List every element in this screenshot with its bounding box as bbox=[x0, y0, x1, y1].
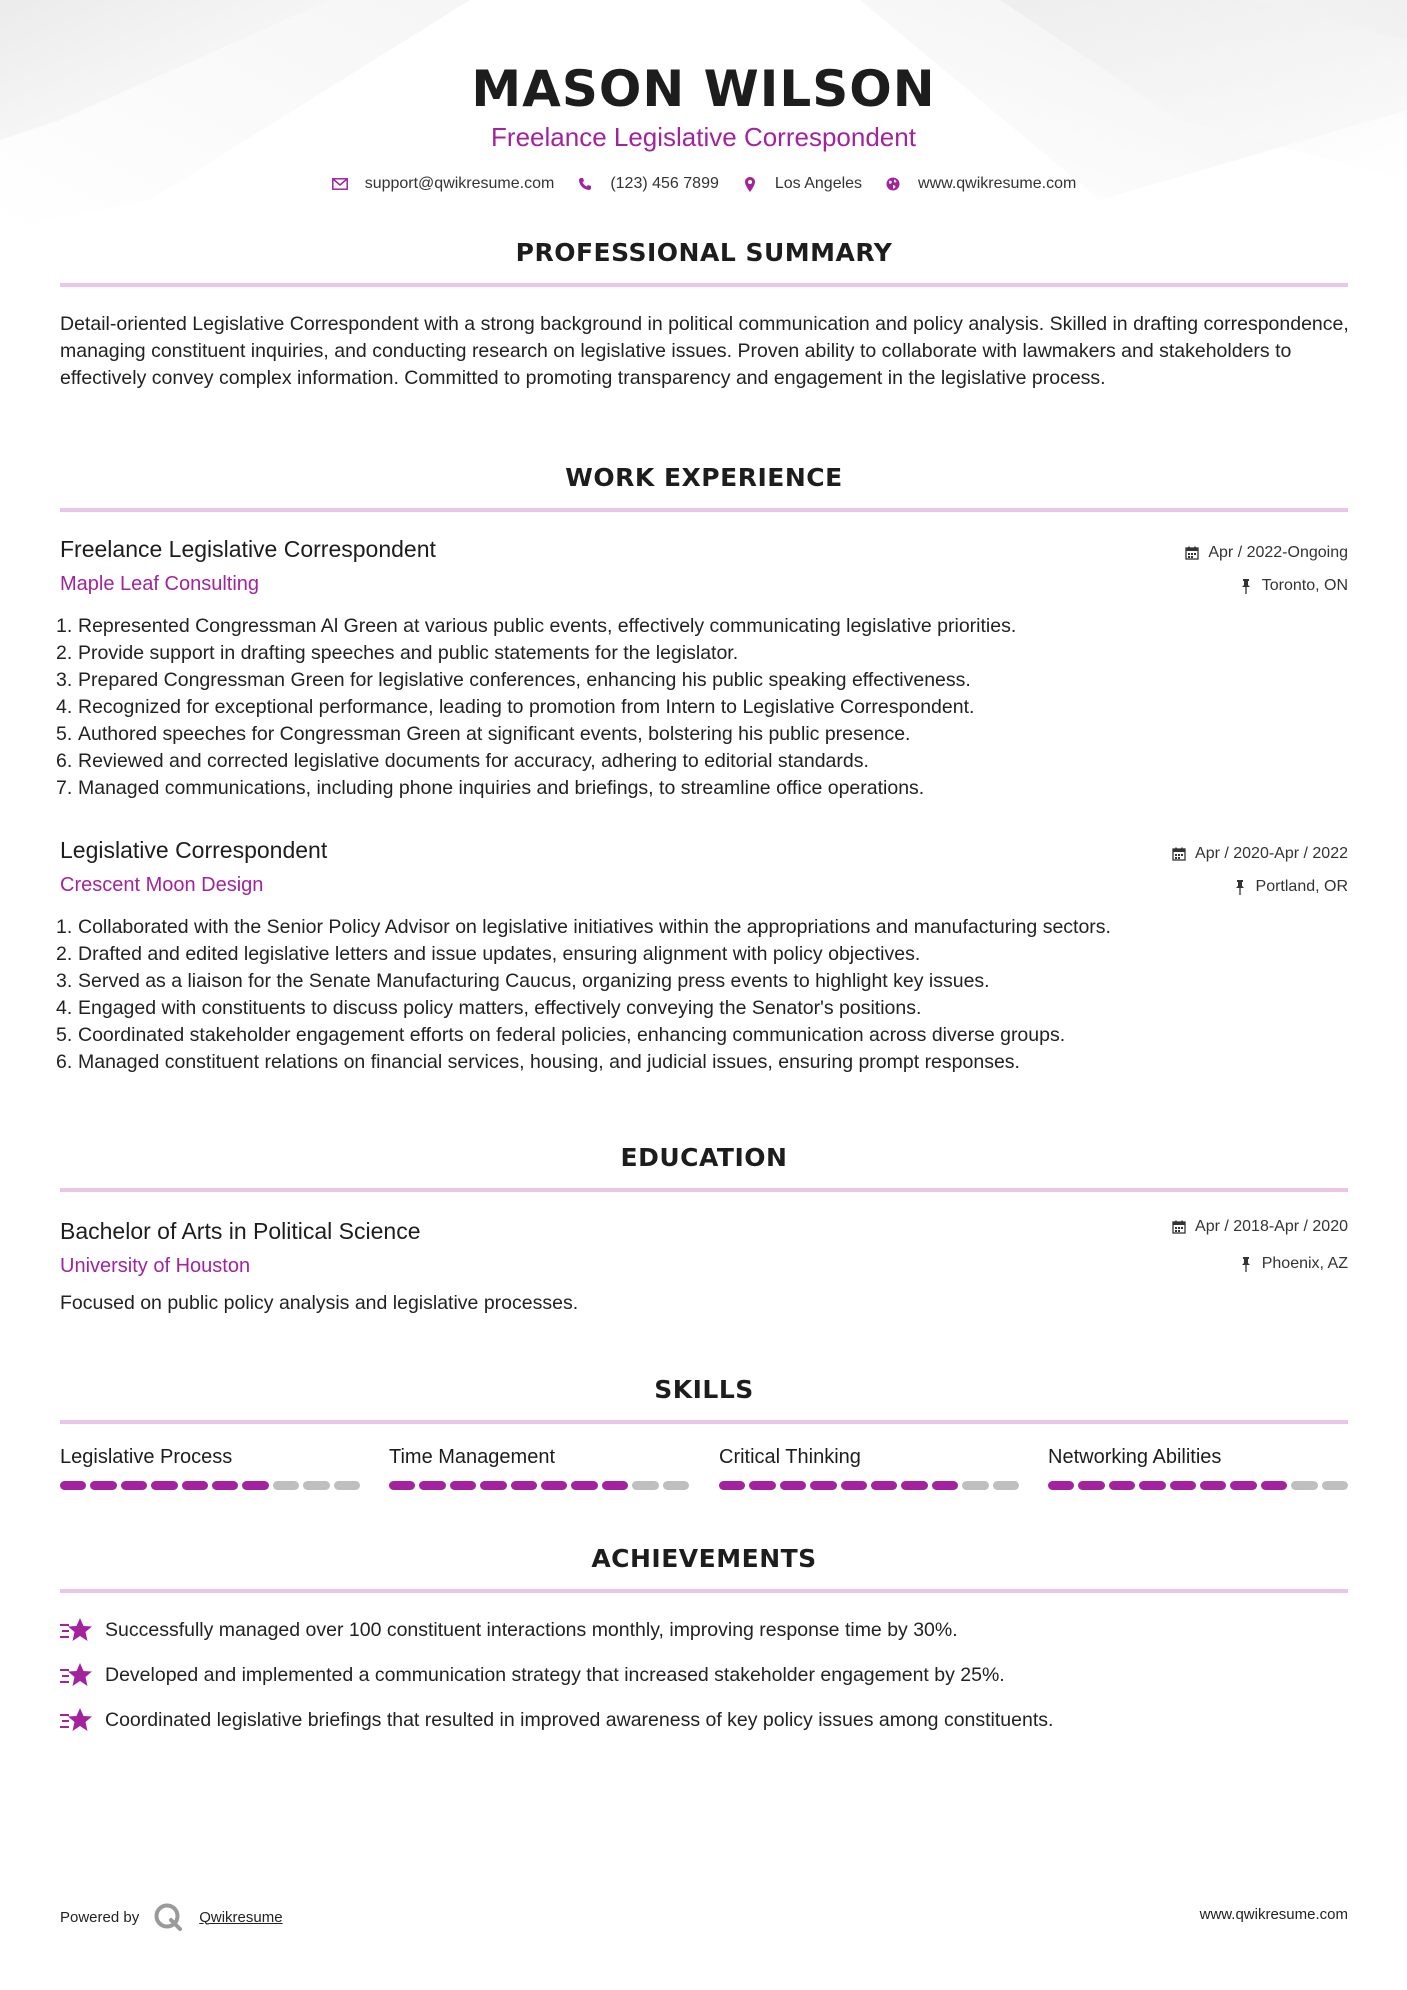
contact-bar bbox=[0, 175, 1407, 193]
skill-level-segment bbox=[303, 1481, 329, 1490]
skill-level-segment bbox=[480, 1481, 506, 1490]
skill-level-segment bbox=[1139, 1481, 1165, 1490]
job-dates-text: Apr / 2020-Apr / 2022 bbox=[1195, 845, 1348, 862]
pushpin-icon bbox=[1232, 879, 1248, 895]
section-title-experience: WORK EXPERIENCE bbox=[565, 463, 843, 492]
degree-title: Bachelor of Arts in Political Science bbox=[60, 1218, 421, 1244]
education-description: Focused on public policy analysis and legislative processes. bbox=[60, 1292, 579, 1314]
section-divider bbox=[60, 508, 1348, 512]
list-item: 5. Coordinated stakeholder engagement efforts on federal policies, enhancing communication across diverse groups. bbox=[56, 1024, 1066, 1046]
skill-name: Legislative Process bbox=[60, 1446, 233, 1468]
skill-level-segment bbox=[1261, 1481, 1287, 1490]
contact-website-text: www.qwikresume.com bbox=[918, 175, 1077, 192]
list-item: 4. Engaged with constituents to discuss policy matters, effectively conveying the Senator's positions. bbox=[56, 997, 922, 1019]
skill-level-segment bbox=[780, 1481, 806, 1490]
job-dates-text: Apr / 2022-Ongoing bbox=[1208, 544, 1348, 561]
section-title-education: EDUCATION bbox=[620, 1143, 788, 1172]
skill-level-segment bbox=[719, 1481, 745, 1490]
pushpin-icon bbox=[1238, 578, 1254, 594]
list-item: 2. Drafted and edited legislative letters and issue updates, ensuring alignment with policy objectives. bbox=[56, 943, 921, 965]
skill-level-segment bbox=[749, 1481, 775, 1490]
star-icon bbox=[60, 1706, 92, 1734]
skill-level-segment bbox=[212, 1481, 238, 1490]
contact-email-text: support@qwikresume.com bbox=[364, 175, 555, 192]
candidate-title: Freelance Legislative Correspondent bbox=[491, 122, 916, 152]
skill-level-segment bbox=[151, 1481, 177, 1490]
candidate-name: MASON WILSON bbox=[471, 60, 936, 118]
job-title: Legislative Correspondent bbox=[60, 837, 328, 863]
calendar-icon bbox=[1171, 846, 1187, 862]
skill-level-segment bbox=[993, 1481, 1019, 1490]
list-item: 6. Managed constituent relations on financial services, housing, and judicial issues, ensuring prompt responses. bbox=[56, 1051, 1020, 1073]
phone-icon bbox=[576, 175, 594, 193]
job-location-text: Portland, OR bbox=[1255, 878, 1348, 895]
envelope-icon bbox=[331, 175, 349, 193]
skill-level-bar bbox=[1048, 1481, 1348, 1490]
star-icon bbox=[60, 1616, 92, 1644]
skill-level-segment bbox=[1078, 1481, 1104, 1490]
section-divider bbox=[60, 1420, 1348, 1424]
skill-level-segment bbox=[511, 1481, 537, 1490]
skill-item bbox=[60, 1446, 360, 1490]
globe-icon bbox=[884, 175, 902, 193]
job-location-text: Toronto, ON bbox=[1261, 577, 1348, 594]
skill-level-segment bbox=[1048, 1481, 1074, 1490]
list-item: 1. Represented Congressman Al Green at various public events, effectively communicating legislative priorities. bbox=[56, 615, 1017, 637]
job-dates bbox=[1184, 544, 1348, 562]
skill-level-bar bbox=[60, 1481, 360, 1490]
skill-level-segment bbox=[841, 1481, 867, 1490]
list-item: 4. Recognized for exceptional performance, leading to promotion from Intern to Legislative Correspondent. bbox=[56, 696, 975, 718]
map-marker-icon bbox=[741, 175, 759, 193]
section-title-summary: PROFESSIONAL SUMMARY bbox=[515, 238, 893, 267]
skill-level-segment bbox=[962, 1481, 988, 1490]
skill-name: Networking Abilities bbox=[1048, 1446, 1222, 1468]
contact-email[interactable] bbox=[331, 175, 555, 193]
job-location bbox=[1232, 878, 1348, 896]
job-location bbox=[1238, 577, 1348, 595]
list-item: 2. Provide support in drafting speeches and public statements for the legislator. bbox=[56, 642, 739, 664]
skill-level-segment bbox=[1322, 1481, 1348, 1490]
skill-level-segment bbox=[871, 1481, 897, 1490]
skill-level-segment bbox=[334, 1481, 360, 1490]
achievement-text: Developed and implemented a communication strategy that increased stakeholder engagement by 25%. bbox=[105, 1663, 1005, 1686]
calendar-icon bbox=[1184, 545, 1200, 561]
achievement-item bbox=[60, 1616, 958, 1644]
contact-location bbox=[741, 175, 862, 193]
skill-level-segment bbox=[182, 1481, 208, 1490]
contact-phone-text: (123) 456 7899 bbox=[610, 175, 719, 192]
job-bullets bbox=[56, 613, 1336, 802]
skill-level-segment bbox=[90, 1481, 116, 1490]
powered-by-label: Powered by bbox=[60, 1908, 140, 1926]
skill-level-segment bbox=[121, 1481, 147, 1490]
skill-level-segment bbox=[60, 1481, 86, 1490]
calendar-icon bbox=[1171, 1219, 1187, 1235]
skill-level-segment bbox=[1109, 1481, 1135, 1490]
skill-item bbox=[389, 1446, 689, 1490]
achievement-item bbox=[60, 1706, 1053, 1734]
skill-level-segment bbox=[450, 1481, 476, 1490]
skill-name: Time Management bbox=[389, 1446, 555, 1468]
skill-item bbox=[1048, 1446, 1348, 1490]
list-item: 1. Collaborated with the Senior Policy Advisor on legislative initiatives within the appropriations and manufacturing sectors. bbox=[56, 916, 1111, 938]
education-location bbox=[1238, 1255, 1348, 1273]
section-divider bbox=[60, 283, 1348, 287]
list-item: 3. Prepared Congressman Green for legislative conferences, enhancing his public speaking effectiveness. bbox=[56, 669, 971, 691]
qwikresume-link[interactable]: Qwikresume bbox=[199, 1908, 283, 1926]
contact-location-text: Los Angeles bbox=[774, 175, 863, 192]
job-company: Maple Leaf Consulting bbox=[60, 573, 260, 595]
pushpin-icon bbox=[1238, 1256, 1254, 1272]
section-divider bbox=[60, 1188, 1348, 1192]
skill-level-segment bbox=[602, 1481, 628, 1490]
skill-level-segment bbox=[1291, 1481, 1317, 1490]
skill-level-segment bbox=[1230, 1481, 1256, 1490]
skill-level-segment bbox=[273, 1481, 299, 1490]
skill-level-segment bbox=[541, 1481, 567, 1490]
footer-url[interactable]: www.qwikresume.com bbox=[1199, 1906, 1348, 1923]
skill-level-segment bbox=[1170, 1481, 1196, 1490]
summary-text: Detail-oriented Legislative Correspondent with a strong background in political communication and policy analysis. Skilled in drafting correspondence, managing constituent inquiries, and conducting research on legislative issues. Proven ability to collaborate with lawmakers and stakeholders to effectively convey complex information. Committed to promoting transparency and engagement in the legislative process. bbox=[60, 313, 1349, 389]
skill-level-segment bbox=[663, 1481, 689, 1490]
skill-level-segment bbox=[901, 1481, 927, 1490]
section-divider bbox=[60, 1589, 1348, 1593]
skill-level-segment bbox=[419, 1481, 445, 1490]
qwikresume-logo-icon bbox=[153, 1902, 183, 1932]
job-dates bbox=[1171, 845, 1348, 863]
education-dates bbox=[1171, 1218, 1348, 1236]
achievement-text: Successfully managed over 100 constituent interactions monthly, improving response time by 30%. bbox=[105, 1618, 958, 1641]
star-icon bbox=[60, 1661, 92, 1689]
skill-name: Critical Thinking bbox=[719, 1446, 861, 1468]
achievement-item bbox=[60, 1661, 1005, 1689]
skill-level-segment bbox=[632, 1481, 658, 1490]
achievement-text: Coordinated legislative briefings that resulted in improved awareness of key policy issues among constituents. bbox=[105, 1708, 1054, 1731]
skill-level-segment bbox=[242, 1481, 268, 1490]
list-item: 7. Managed communications, including phone inquiries and briefings, to streamline office operations. bbox=[56, 777, 925, 799]
skill-level-segment bbox=[389, 1481, 415, 1490]
list-item: 5. Authored speeches for Congressman Green at significant events, bolstering his public presence. bbox=[56, 723, 911, 745]
section-title-achievements: ACHIEVEMENTS bbox=[591, 1544, 817, 1573]
job-title: Freelance Legislative Correspondent bbox=[60, 536, 436, 562]
skill-level-segment bbox=[571, 1481, 597, 1490]
skill-level-bar bbox=[719, 1481, 1019, 1490]
skill-level-segment bbox=[932, 1481, 958, 1490]
contact-website[interactable] bbox=[884, 175, 1076, 193]
list-item: 3. Served as a liaison for the Senate Manufacturing Caucus, organizing press events to highlight key issues. bbox=[56, 970, 990, 992]
job-company: Crescent Moon Design bbox=[60, 874, 264, 896]
skill-item bbox=[719, 1446, 1019, 1490]
skill-level-bar bbox=[389, 1481, 689, 1490]
footer-powered-by bbox=[60, 1902, 283, 1932]
school-name: University of Houston bbox=[60, 1255, 251, 1277]
skill-level-segment bbox=[810, 1481, 836, 1490]
section-title-skills: SKILLS bbox=[654, 1375, 754, 1404]
education-location-text: Phoenix, AZ bbox=[1261, 1255, 1348, 1272]
list-item: 6. Reviewed and corrected legislative documents for accuracy, adhering to editorial standards. bbox=[56, 750, 869, 772]
skill-level-segment bbox=[1200, 1481, 1226, 1490]
job-bullets bbox=[56, 914, 1336, 1076]
contact-phone[interactable] bbox=[576, 175, 719, 193]
education-dates-text: Apr / 2018-Apr / 2020 bbox=[1195, 1218, 1348, 1235]
